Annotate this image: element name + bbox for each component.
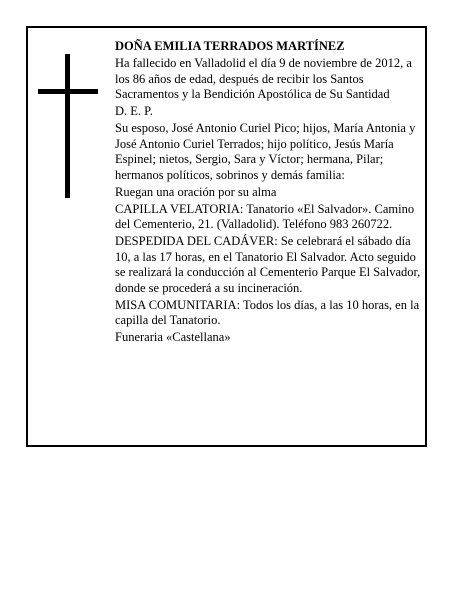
cross-icon	[38, 54, 98, 198]
obituary-text	[115, 39, 423, 347]
farewell-info: DESPEDIDA DEL CADÁVER: Se celebrará el sábado día 10, a las 17 horas, en el Tanatorio El Salvador. Acto seguido se realizará la conducción al Cementerio Parque El Salvador, donde se procederá a su incineración.	[115, 234, 421, 295]
mass-info: MISA COMUNITARIA: Todos los días, a las 10 horas, en la capilla del Tanatorio.	[115, 297, 420, 327]
chapel-info: CAPILLA VELATORIA: Tanatorio «El Salvador». Camino del Cementerio, 21. (Valladolid). Teléfono 983 260722.	[115, 201, 415, 231]
deceased-name: DOÑA EMILIA TERRADOS MARTÍNEZ	[115, 39, 345, 53]
obituary-notice	[26, 26, 427, 447]
dep-line: D. E. P.	[115, 104, 153, 118]
prayer-request: Ruegan una oración por su alma	[115, 184, 277, 199]
family-list: Su esposo, José Antonio Curiel Pico; hijos, María Antonia y José Antonio Curiel Terrados; hijo político, Jesús María Espinel; nietos, Sergio, Sara y Víctor; hermana, Pilar; hermanos políticos, sobrinos y demás familia:	[115, 121, 416, 182]
cross-vertical-bar	[65, 54, 70, 198]
funeral-home: Funeraria «Castellana»	[115, 330, 231, 344]
cross-horizontal-bar	[38, 89, 98, 94]
death-announcement: Ha fallecido en Valladolid el día 9 de noviembre de 2012, a los 86 años de edad, después de recibir los Santos Sacramentos y la Bendición Apostólica de Su Santidad	[115, 56, 412, 101]
